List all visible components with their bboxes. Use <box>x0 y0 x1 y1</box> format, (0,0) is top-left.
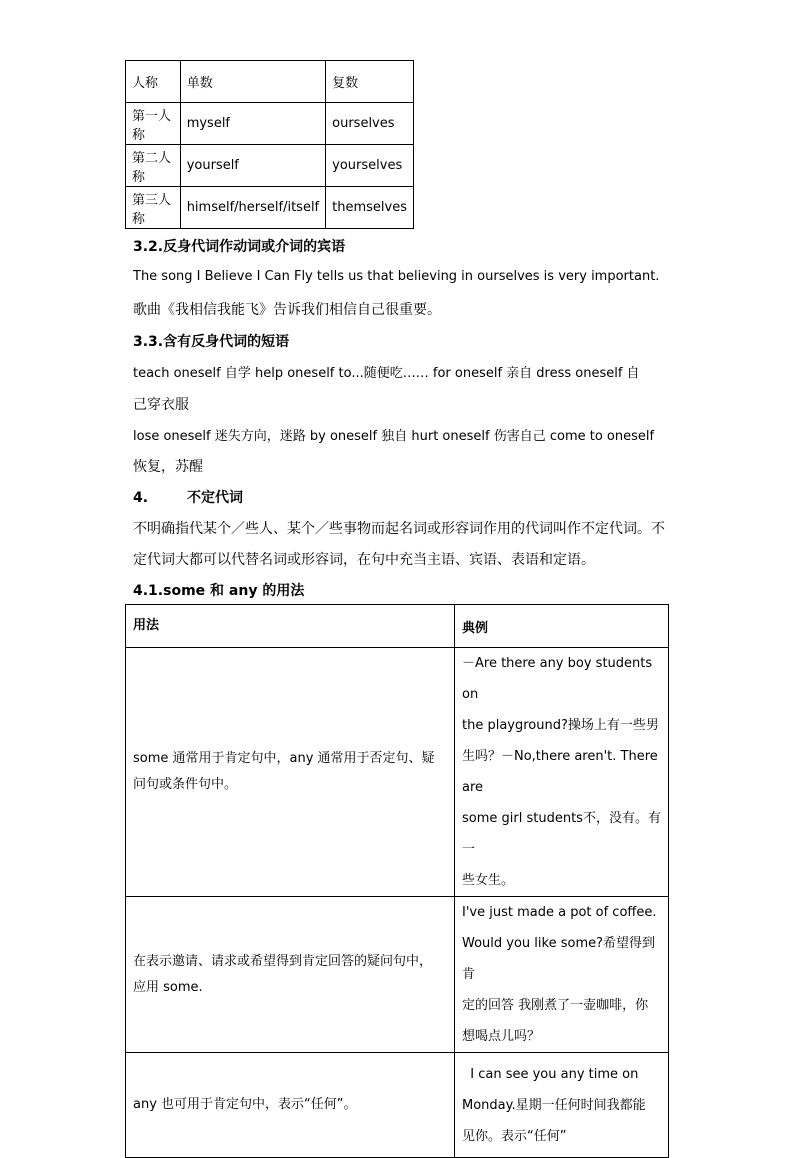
paragraph-line: 不明确指代某个／些人、某个／些事物而起名词或形容词作用的代词叫作不定代词。不 <box>133 521 665 537</box>
example-line: the playground?操场上有一些男 <box>462 718 659 733</box>
header-cell: 单数 <box>180 61 325 103</box>
reflexive-pronoun-table <box>125 60 414 229</box>
phrase-line: lose oneself 迷失方向，迷路 by oneself 独自 hurt oneself 伤害自己 come to oneself <box>133 429 655 444</box>
table-cell: yourself <box>180 145 325 187</box>
example-line: 些女生。 <box>462 873 515 888</box>
usage-line: 在表示邀请、请求或希望得到肯定回答的疑问句中， <box>133 953 433 969</box>
usage-line: 问句或条件句中。 <box>133 777 238 792</box>
example-cell <box>455 1053 669 1158</box>
table-header-row <box>126 605 669 648</box>
example-english: The song I Believe I Can Fly tells us that believing in ourselves is very important. <box>133 269 660 284</box>
example-line: Would you like some?希望得到肯 <box>462 936 656 982</box>
example-line: Monday.星期一任何时间我都能 <box>462 1097 646 1113</box>
example-line: －Are there any boy students on <box>462 656 653 702</box>
usage-cell <box>126 648 455 897</box>
header-cell: 用法 <box>126 605 455 648</box>
table-cell: yourselves <box>326 145 414 187</box>
usage-line: 应用 some. <box>133 979 203 995</box>
usage-line: any 也可用于肯定句中，表示“任何”。 <box>133 1097 357 1112</box>
header-cell: 人称 <box>126 61 181 103</box>
paragraph-line: 定代词大都可以代替名词或形容词，在句中充当主语、宾语、表语和定语。 <box>133 552 595 568</box>
usage-cell <box>126 1053 455 1158</box>
table-cell: himself/herself/itself <box>180 187 325 229</box>
header-cell: 典例 <box>455 605 669 648</box>
table-row <box>126 1053 669 1158</box>
example-line: 定的回答 我刚煮了一壶咖啡，你 <box>462 998 649 1013</box>
example-line: 见你。表示“任何” <box>462 1128 567 1144</box>
table-cell: themselves <box>326 187 414 229</box>
usage-cell <box>126 897 455 1053</box>
usage-line: some 通常用于肯定句中，any 通常用于否定句、疑 <box>133 751 435 766</box>
table-header-row <box>126 61 414 103</box>
section-heading-3-3: 3.3.含有反身代词的短语 <box>133 334 290 350</box>
example-line: I can see you any time on <box>462 1066 639 1082</box>
table-row <box>126 648 669 897</box>
table-row <box>126 187 414 229</box>
header-cell: 复数 <box>326 61 414 103</box>
table-row <box>126 103 414 145</box>
example-cell <box>455 648 669 897</box>
table-row <box>126 897 669 1053</box>
example-line: 生吗？－No,there aren't. There are <box>462 749 658 795</box>
example-chinese: 歌曲《我相信我能飞》告诉我们相信自己很重要。 <box>133 302 441 318</box>
phrase-line: 恢复，苏醒 <box>133 459 203 475</box>
example-cell <box>455 897 669 1053</box>
some-any-usage-table <box>125 604 669 1158</box>
section-heading-3-2: 3.2.反身代词作动词或介词的宾语 <box>133 239 346 255</box>
table-cell: myself <box>180 103 325 145</box>
section-heading-4: 4. 不定代词 <box>133 490 244 506</box>
table-row <box>126 145 414 187</box>
example-line: some girl students不，没有。有一 <box>462 811 661 857</box>
table-cell: ourselves <box>326 103 414 145</box>
section-heading-4-1: 4.1.some 和 any 的用法 <box>133 583 305 599</box>
table-cell: 第一人称 <box>126 103 181 145</box>
example-line: 想喝点儿吗？ <box>462 1029 541 1044</box>
phrase-line: 己穿衣服 <box>133 397 189 413</box>
table-cell: 第二人称 <box>126 145 181 187</box>
example-line: I've just made a pot of coffee. <box>462 905 657 920</box>
phrase-line: teach oneself 自学 help oneself to...随便吃…… for oneself 亲自 dress oneself 自 <box>133 366 640 381</box>
table-cell: 第三人称 <box>126 187 181 229</box>
